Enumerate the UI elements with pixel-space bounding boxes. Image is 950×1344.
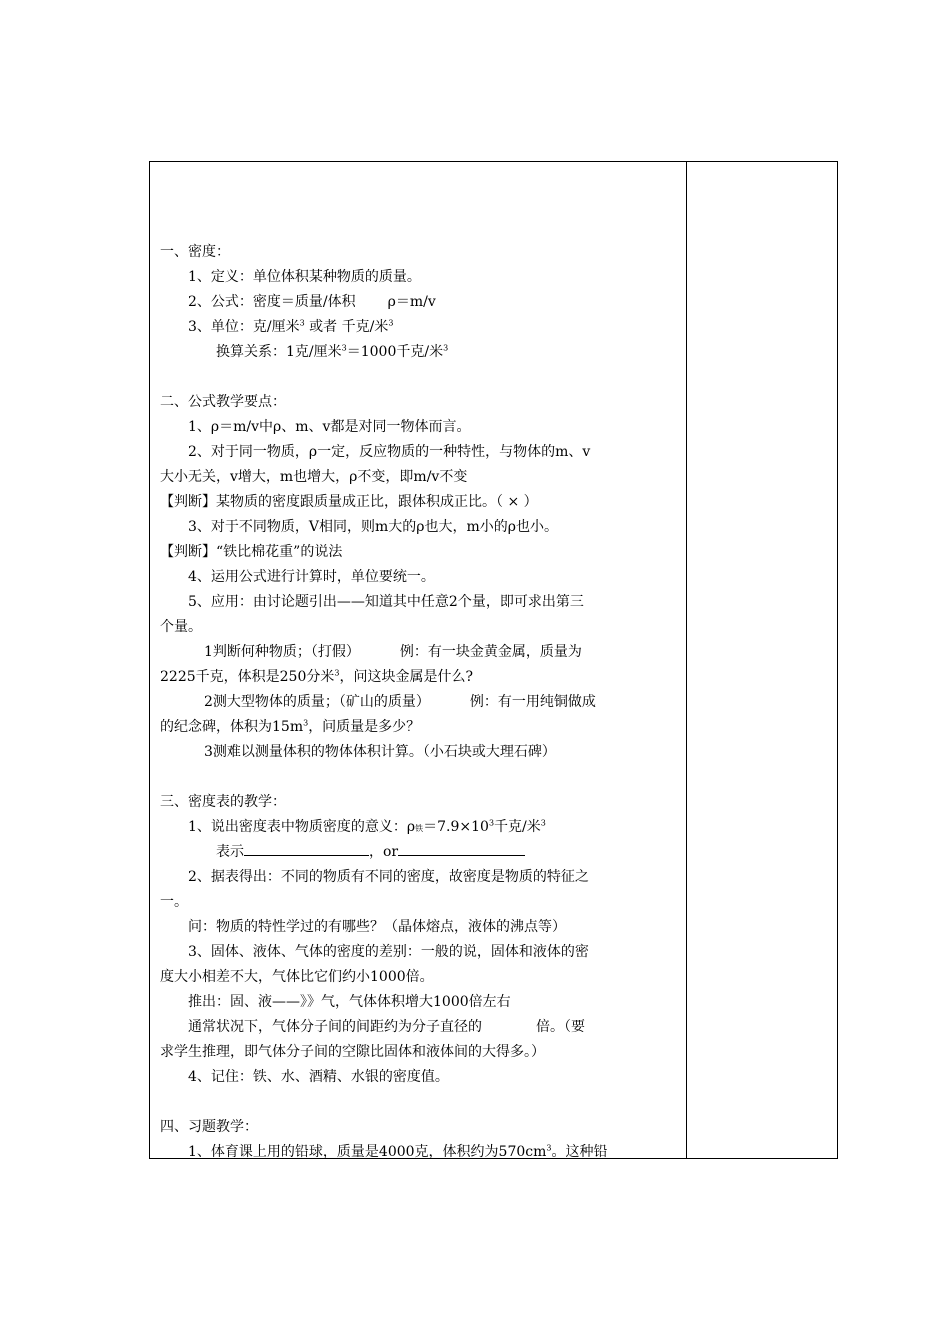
table-point-1-blanks: 表示 ，or: [160, 840, 678, 865]
table-point-2-cont: 一。: [160, 894, 188, 910]
table-point-3-cont: 度大小相差不大，气体比它们约小1000倍。: [160, 969, 434, 985]
application-3: 3测难以测量体积的物体体积计算。（小石块或大理石碑）: [204, 744, 556, 760]
section-4-title: 四、习题教学：: [160, 1119, 258, 1135]
section-2-title: 二、公式教学要点：: [160, 394, 286, 410]
judge-1: 【判断】某物质的密度跟质量成正比，跟体积成正比。（ × ）: [160, 494, 538, 510]
exercise-1: 1、体育课上用的铅球，质量是4000克，体积约为$570cm^3$。这种铅: [188, 1143, 608, 1160]
answer-blank-1[interactable]: [244, 843, 369, 856]
section-1-title: 一、密度：: [160, 244, 230, 260]
gas-distance-line: 通常状况下，气体分子间的间距约为分子直径的 倍。（要: [188, 1019, 585, 1035]
spacer: [160, 1090, 678, 1115]
table-point-2: 2、据表得出：不同的物质有不同的密度，故密度是物质的特征之: [188, 869, 589, 885]
application-1: 1判断何种物质；（打假） 例：有一块金黄金属，质量为: [204, 644, 582, 660]
formula-line: 2、公式：密度＝质量/体积 ρ＝m/v: [188, 294, 436, 310]
lesson-content: [160, 240, 678, 1160]
application-2: 2测大型物体的质量；（矿山的质量） 例：有一用纯铜做成: [204, 694, 596, 710]
application-1-cont: 2225千克，体积是250分米$^3$，问这块金属是什么?: [160, 668, 473, 685]
table-point-4: 4、记住：铁、水、酒精、水银的密度值。: [188, 1069, 449, 1085]
spacer: [160, 765, 678, 790]
table-point-3: 3、固体、液体、气体的密度的差别：一般的说，固体和液体的密: [188, 944, 589, 960]
spacer: [160, 365, 678, 390]
section-3-title: 三、密度表的教学：: [160, 794, 286, 810]
judge-2: 【判断】“铁比棉花重”的说法: [160, 544, 343, 560]
unit-line: 3、单位：克/厘米$^3$ 或者 千克/米$^3$: [188, 318, 394, 335]
point-4: 4、运用公式进行计算时，单位要统一。: [188, 569, 435, 585]
column-divider: [686, 162, 687, 1158]
point-2-cont: 大小无关，v增大，m也增大，ρ不变，即m/v不变: [160, 469, 468, 485]
point-5: 5、应用：由讨论题引出——知道其中任意2个量，即可求出第三: [188, 594, 584, 610]
definition-line: 1、定义：单位体积某种物质的质量。: [188, 269, 421, 285]
point-5-cont: 个量。: [160, 619, 202, 635]
gas-distance-cont: 求学生推理，即气体分子间的空隙比固体和液体间的大得多。）: [160, 1044, 545, 1060]
conversion-line: 换算关系：1克/厘米$^3$＝1000千克/米$^3$: [216, 343, 449, 360]
point-3: 3、对于不同物质，V相同，则m大的ρ也大，m小的ρ也小。: [188, 519, 559, 535]
point-1: 1、ρ＝m/v中ρ、m、v都是对同一物体而言。: [188, 419, 471, 435]
application-2-cont: 的纪念碑，体积为$15m^3$，问质量是多少？: [160, 718, 421, 735]
inference-line: 推出：固、液——》》气，气体体积增大1000倍左右: [188, 994, 511, 1010]
question-line: 问：物质的特性学过的有哪些？（晶体熔点，液体的沸点等）: [188, 919, 566, 935]
point-2: 2、对于同一物质，ρ一定，反应物质的一种特性，与物体的m、v: [188, 444, 591, 460]
lesson-table: [149, 161, 838, 1159]
answer-blank-2[interactable]: [398, 843, 525, 856]
table-point-1: 1、说出密度表中物质密度的意义：ρ铁$=7.9\times 10^3$千克/米$^3$: [188, 818, 546, 835]
